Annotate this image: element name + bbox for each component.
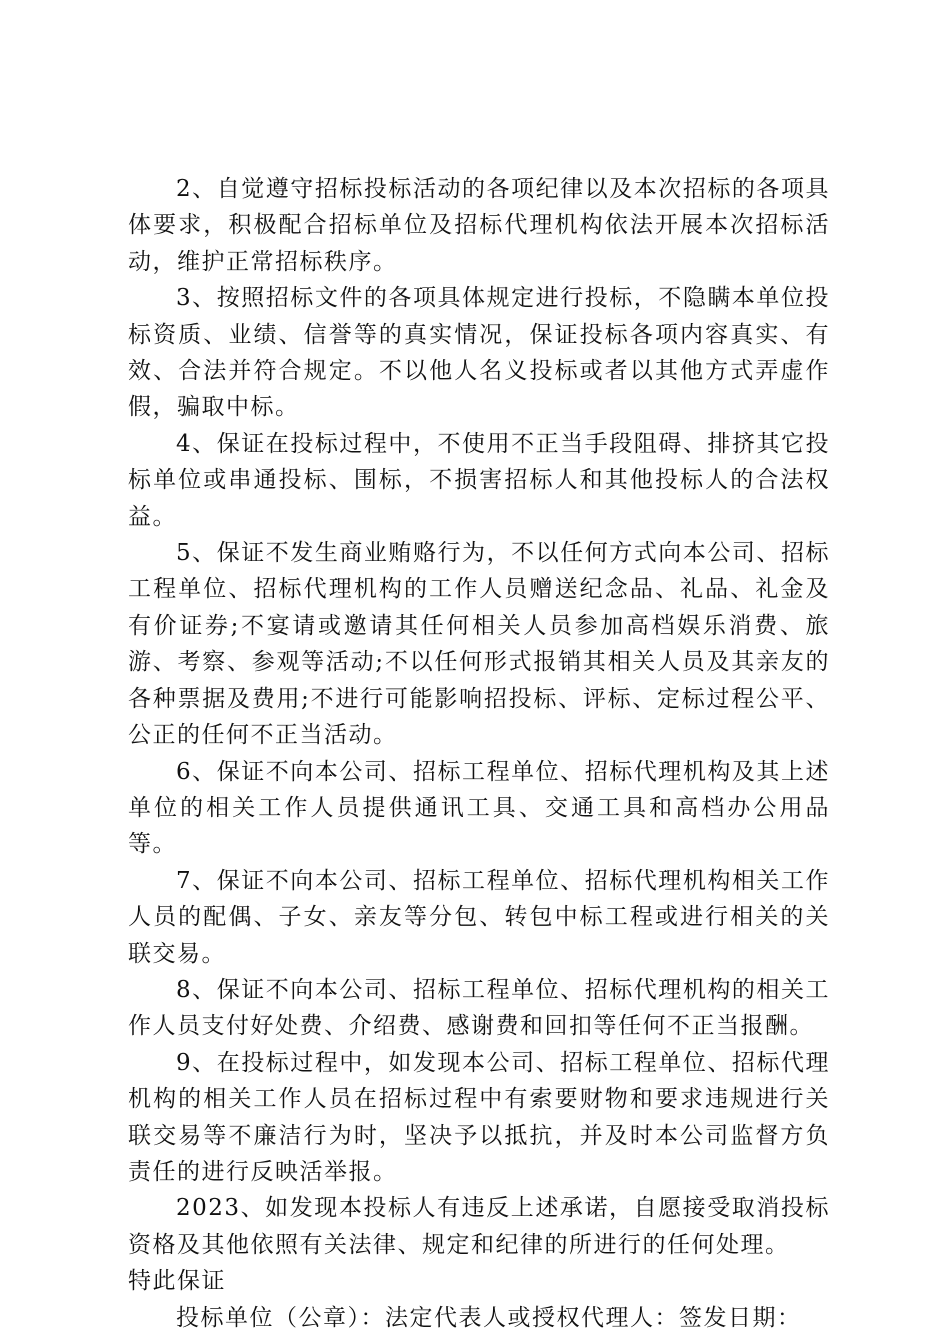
paragraph-9: 9、在投标过程中，如发现本公司、招标工程单位、招标代理机构的相关工作人员在招标过程中有索要财物和要求违规进行关联交易等不廉洁行为时，坚决予以抵抗，并及时本公司监督方负责任的进行反映活举报。 xyxy=(128,1049,830,1185)
paragraph-6: 6、保证不向本公司、招标工程单位、招标代理机构及其上述单位的相关工作人员提供通讯工具、交通工具和高档办公用品等。 xyxy=(128,758,830,858)
signature-line: 投标单位（公章）：法定代表人或授权代理人：签发日期： xyxy=(176,1304,802,1331)
document-body xyxy=(128,171,830,1336)
paragraph-7: 7、保证不向本公司、招标工程单位、招标代理机构相关工作人员的配偶、子女、亲友等分包、转包中标工程或进行相关的关联交易。 xyxy=(128,867,830,967)
paragraph-2: 2、自觉遵守招标投标活动的各项纪律以及本次招标的各项具体要求，积极配合招标单位及招标代理机构依法开展本次招标活动，维护正常招标秩序。 xyxy=(128,176,830,275)
closing-statement: 特此保证 xyxy=(128,1268,226,1295)
paragraph-8: 8、保证不向本公司、招标工程单位、招标代理机构的相关工作人员支付好处费、介绍费、感谢费和回扣等任何不正当报酬。 xyxy=(128,976,830,1040)
paragraph-2023: 2023、如发现本投标人有违反上述承诺，自愿接受取消投标资格及其他依照有关法律、规定和纪律的所进行的任何处理。 xyxy=(128,1195,830,1258)
paragraph-4: 4、保证在投标过程中，不使用不正当手段阻碍、排挤其它投标单位或串通投标、围标，不损害招标人和其他投标人的合法权益。 xyxy=(128,430,830,530)
paragraph-5: 5、保证不发生商业贿赂行为，不以任何方式向本公司、招标工程单位、招标代理机构的工作人员赠送纪念品、礼品、礼金及有价证券;不宴请或邀请其任何相关人员参加高档娱乐消费、旅游、考察、参观等活动;不以任何形式报销其相关人员及其亲友的各种票据及费用;不进行可能影响招投标、评标、定标过程公平、公正的任何不正当活动。 xyxy=(128,540,830,749)
paragraph-3: 3、按照招标文件的各项具体规定进行投标，不隐瞒本单位投标资质、业绩、信誉等的真实情况，保证投标各项内容真实、有效、合法并符合规定。不以他人名义投标或者以其他方式弄虚作假，骗取中标。 xyxy=(128,285,830,421)
